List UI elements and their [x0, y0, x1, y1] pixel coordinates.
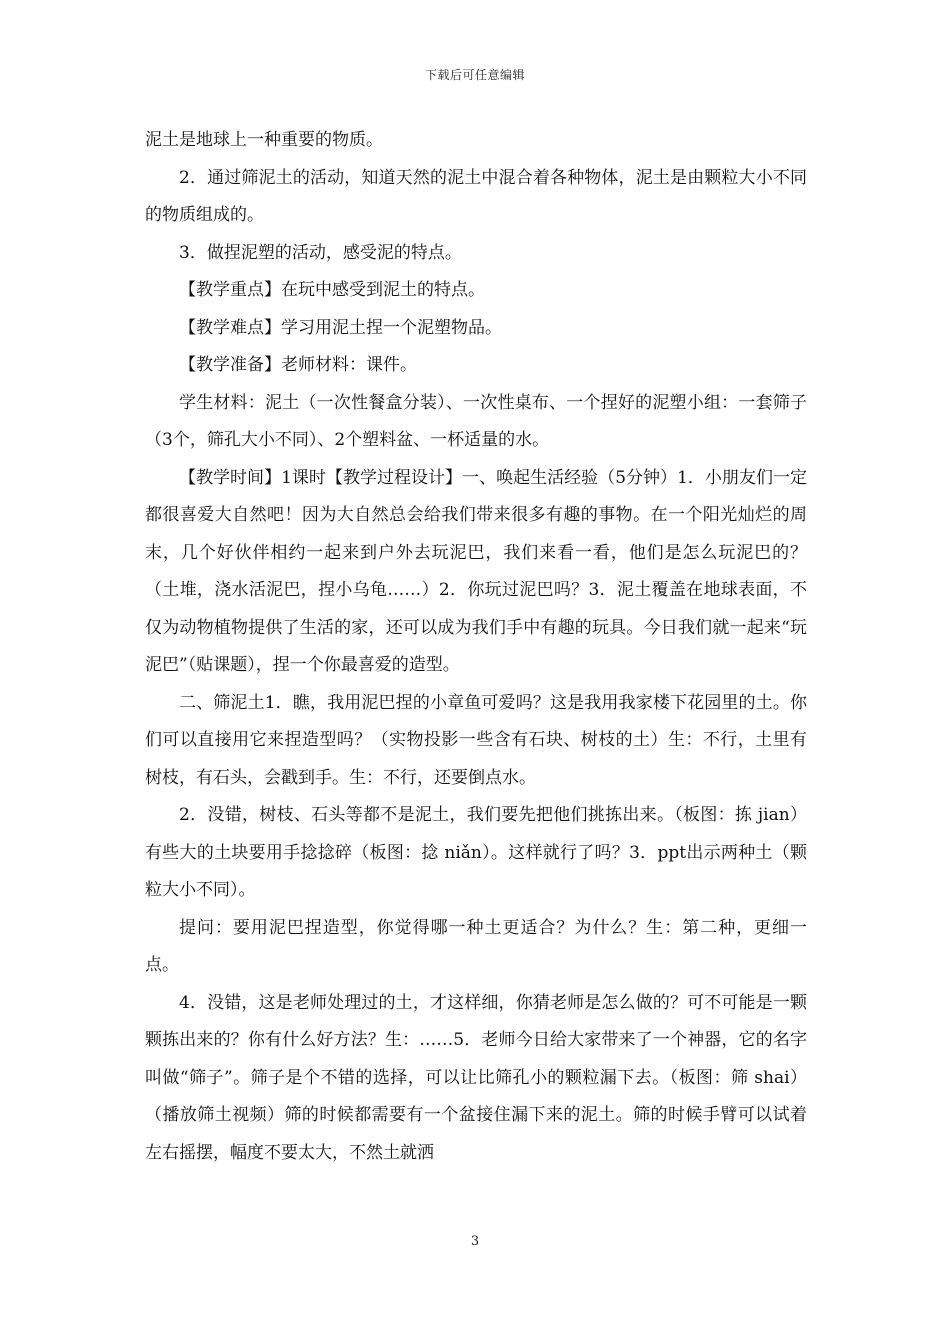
paragraph: 【教学重点】在玩中感受到泥土的特点。 [179, 280, 485, 300]
paragraph: 2．通过筛泥土的活动，知道天然的泥土中混合着各种物体，泥土是由颗粒大小不同的物质组成的。 [145, 167, 807, 225]
paragraph: 提问：要用泥巴捏造型，你觉得哪一种土更适合？为什么？生：第二种，更细一点。 [145, 917, 807, 975]
paragraph: 4．没错，这是老师处理过的土，才这样细，你猜老师是怎么做的？可不可能是一颗颗拣出来的？你有什么好方法？生：……5．老师今日给大家带来了一个神器，它的名字叫做“筛子”。筛子是个不错的选择，可以让比筛孔小的颗粒漏下去。（板图：筛 shai）（播放筛土视频）筛的时候都需要有一个盆接住漏下来的泥土。筛的时候手臂可以试着左右摇摆，幅度不要太大，不然土就洒 [145, 992, 807, 1163]
paragraph: 【教学难点】学习用泥土捏一个泥塑物品。 [179, 317, 502, 338]
paragraph: 2．没错，树枝、石头等都不是泥土，我们要先把他们挑拣出来。（板图：拣 jian）有些大的土块要用手捻捻碎（板图：捻 niǎn）。这样就行了吗？3．ppt出示两种土（颗粒大小不同）。 [145, 805, 807, 900]
paragraph: 【教学时间】1课时【教学过程设计】一、唤起生活经验（5分钟）1．小朋友们一定都很喜爱大自然吧！因为大自然总会给我们带来很多有趣的事物。在一个阳光灿烂的周末，几个好伙伴相约一起来到户外去玩泥巴，我们来看一看，他们是怎么玩泥巴的？（土堆，浇水活泥巴，捏小乌龟……）2．你玩过泥巴吗？3．泥土覆盖在地球表面，不仅为动物植物提供了生活的家，还可以成为我们手中有趣的玩具。今日我们就一起来“玩泥巴”（贴课题），捏一个你最喜爱的造型。 [145, 467, 807, 675]
page-number: 3 [470, 1234, 480, 1249]
paragraph: 【教学准备】老师材料：课件。 [179, 355, 417, 375]
paragraph: 二、筛泥土1．瞧，我用泥巴捏的小章鱼可爱吗？这是我用我家楼下花园里的土。你们可以直接用它来捏造型吗？（实物投影一些含有石块、树枝的土）生：不行，土里有树枝，有石头，会戳到手。生：不行，还要倒点水。 [145, 692, 807, 788]
paragraph: 泥土是地球上一种重要的物质。 [145, 130, 383, 150]
paragraph: 3．做捏泥塑的活动，感受泥的特点。 [179, 242, 462, 263]
paragraph: 学生材料：泥土（一次性餐盒分装）、一次性桌布、一个捏好的泥塑小组：一套筛子（3个，筛孔大小不同）、2个塑料盆、一杯适量的水。 [145, 392, 807, 450]
document-body [145, 122, 807, 1172]
page-header: 下载后可任意编辑 [424, 68, 525, 82]
